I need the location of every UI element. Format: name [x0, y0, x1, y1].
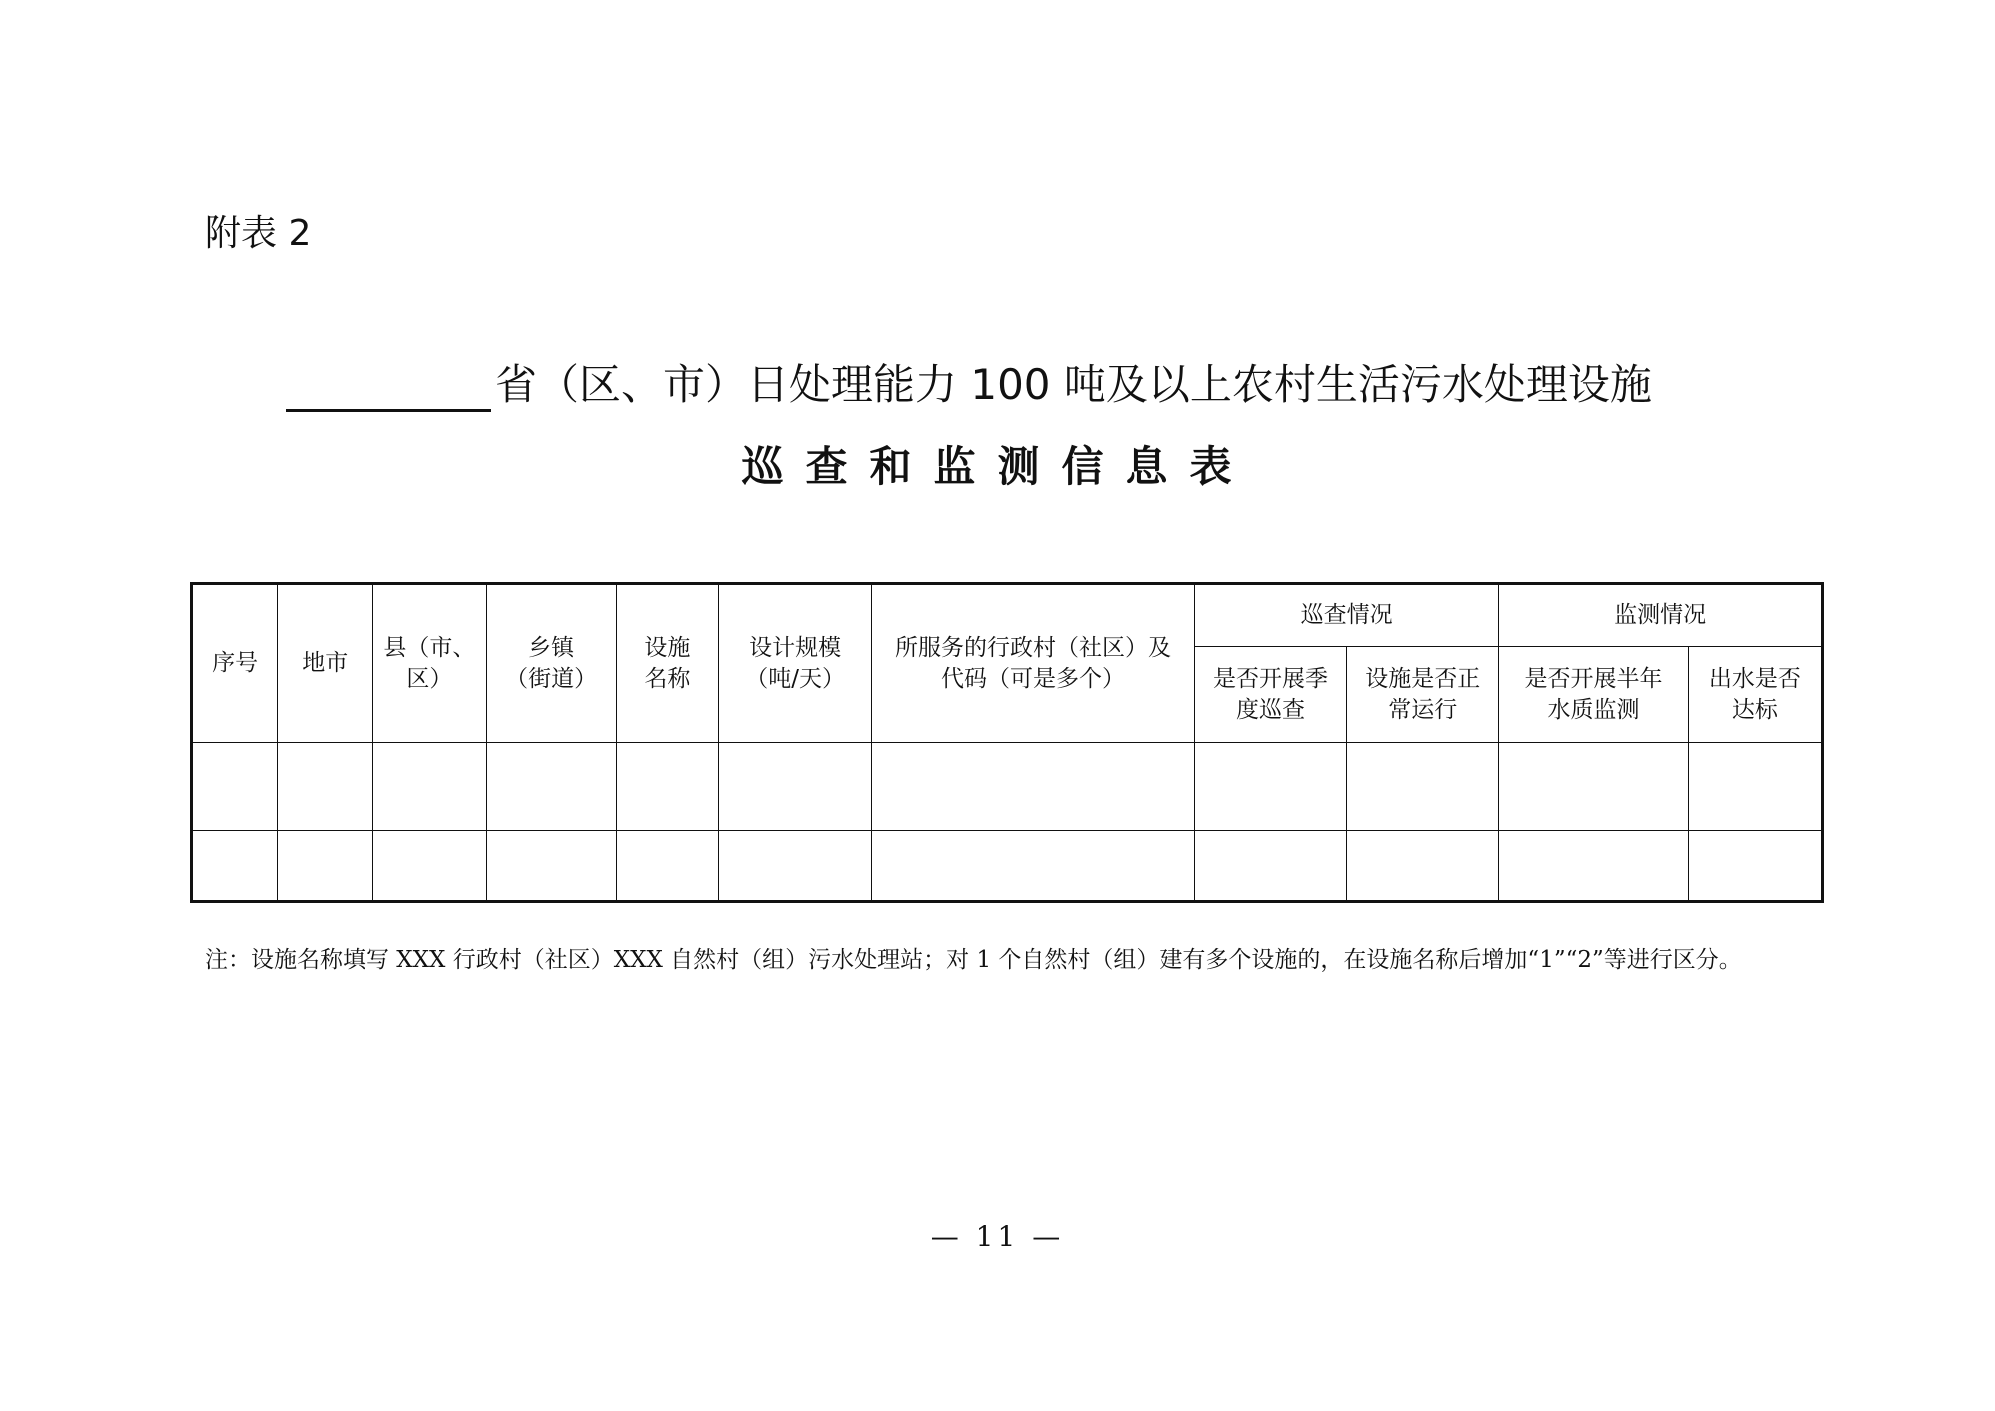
table-cell[interactable]: [1499, 831, 1688, 902]
table-cell[interactable]: [718, 831, 871, 902]
table-cell[interactable]: [1499, 743, 1688, 831]
info-table: [190, 582, 1824, 903]
table-cell[interactable]: [1194, 743, 1346, 831]
title-text: 省（区、市）日处理能力 100 吨及以上农村生活污水处理设施: [495, 360, 1652, 409]
table-cell[interactable]: [872, 831, 1195, 902]
table-row: [192, 831, 1823, 902]
header-effluent-standard: 出水是否 达标: [1688, 647, 1822, 743]
table-cell[interactable]: [192, 743, 278, 831]
table-cell[interactable]: [718, 743, 871, 831]
page-number: — 11 —: [930, 1220, 1065, 1253]
header-normal-operation: 设施是否正 常运行: [1347, 647, 1499, 743]
table-cell[interactable]: [1688, 831, 1822, 902]
header-inspection-group: 巡查情况: [1194, 584, 1499, 647]
header-design-scale: 设计规模 （吨/天）: [718, 584, 871, 743]
table-row: [192, 743, 1823, 831]
header-half-year-monitoring: 是否开展半年 水质监测: [1499, 647, 1688, 743]
table-cell[interactable]: [616, 743, 718, 831]
appendix-label: 附表 2: [205, 213, 312, 254]
table-cell[interactable]: [486, 831, 616, 902]
table-cell[interactable]: [1347, 743, 1499, 831]
table-cell[interactable]: [486, 743, 616, 831]
table-cell[interactable]: [1347, 831, 1499, 902]
header-facility-name: 设施 名称: [616, 584, 718, 743]
title-line-1: [286, 352, 1652, 412]
table-cell[interactable]: [278, 831, 373, 902]
title-line-2: 巡查和监测信息表: [741, 442, 1254, 491]
title-blank-line: [286, 365, 491, 412]
table-cell[interactable]: [872, 743, 1195, 831]
header-seq: 序号: [192, 584, 278, 743]
header-county: 县（市、 区）: [373, 584, 486, 743]
header-city: 地市: [278, 584, 373, 743]
header-town: 乡镇 （街道）: [486, 584, 616, 743]
table-cell[interactable]: [373, 743, 486, 831]
table-cell[interactable]: [616, 831, 718, 902]
header-monitoring-group: 监测情况: [1499, 584, 1823, 647]
table-cell[interactable]: [1194, 831, 1346, 902]
header-villages: 所服务的行政村（社区）及 代码（可是多个）: [872, 584, 1195, 743]
header-quarterly-inspection: 是否开展季 度巡查: [1194, 647, 1346, 743]
table-cell[interactable]: [278, 743, 373, 831]
table-cell[interactable]: [373, 831, 486, 902]
footnote: 注：设施名称填写 XXX 行政村（社区）XXX 自然村（组）污水处理站；对 1 个自然村（组）建有多个设施的，在设施名称后增加“1”“2”等进行区分。: [205, 947, 1742, 973]
table-cell[interactable]: [1688, 743, 1822, 831]
table-cell[interactable]: [192, 831, 278, 902]
